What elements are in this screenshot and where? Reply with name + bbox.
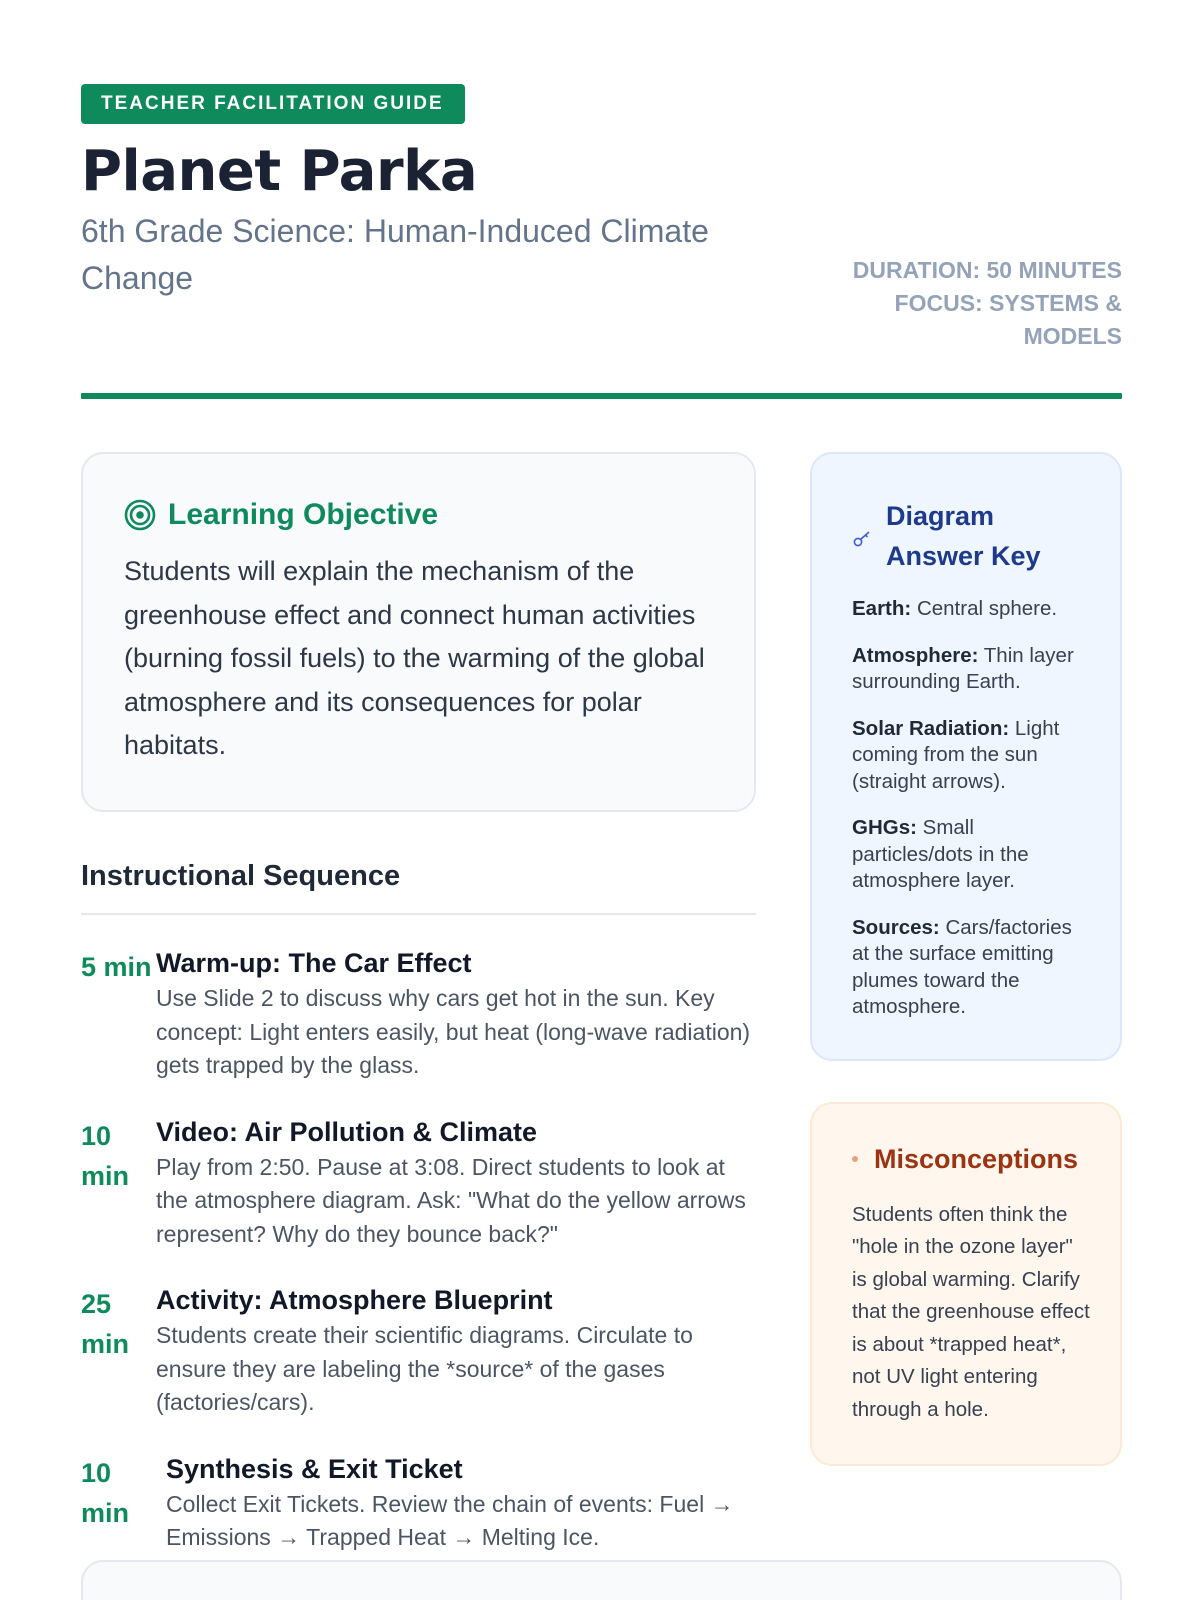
key-desc: Central sphere. [916,597,1058,620]
key-desc: Thin layer surrounding Earth. [852,643,1074,693]
sequence-title: Instructional Sequence [81,860,401,892]
step-duration: 10 min [81,1120,130,1191]
page-subtitle: 6th Grade Science: Human-Induced Climate Change [81,213,709,296]
answer-key-card [810,452,1122,1061]
sequence-list [81,947,756,1555]
target-icon [124,499,156,531]
header-row [81,139,1122,353]
key-term: Sources: [852,915,940,939]
next-section-card [81,1560,1122,1600]
misconceptions-card [810,1102,1122,1467]
step-duration: 5 min [81,952,152,982]
facilitation-guide [81,84,1122,1555]
step-content [156,1116,756,1252]
answer-key-list [852,596,1090,1021]
step-content [166,1453,756,1555]
focus-text: FOCUS: SYSTEMS & MODELS [894,290,1122,349]
step-duration: 25 min [81,1289,130,1359]
objective-text: Students will explain the mechanism of the greenhouse effect and connect human activities (burning fossil fuels) to the warming of the global atmosphere and its consequences for polar habitats. [124,556,705,760]
step-duration: 10 min [81,1457,130,1528]
step-title: Synthesis & Exit Ticket [166,1453,463,1484]
sequence-step [81,947,756,1083]
key-icon [852,529,872,549]
step-description: Collect Exit Tickets. Review the chain of events: Fuel → Emissions → Trapped Heat → Melting Ice. [166,1490,734,1550]
header-divider [81,393,1122,399]
step-description: Use Slide 2 to discuss why cars get hot in the sun. Key concept: Light enters easily, but heat (long-wave radiation) gets trapped by the glass. [156,985,751,1078]
step-title: Warm-up: The Car Effect [156,948,472,978]
answer-key-item [852,643,1090,696]
duration-text: DURATION: 50 MINUTES [852,257,1122,283]
misconceptions-text: Students often think the "hole in the ozone layer" is global warming. Clarify that the greenhouse effect is about *trapped heat*, not UV light entering through a hole. [852,1202,1090,1421]
key-term: Atmosphere: [852,643,979,667]
page-title: Planet Parka [81,139,478,204]
side-column [810,452,1122,1555]
sequence-divider [81,913,756,915]
key-desc: Light coming from the sun (straight arrows). [852,716,1060,793]
learning-objective-card [81,452,756,812]
step-title: Activity: Atmosphere Blueprint [156,1285,553,1315]
answer-key-title: Diagram Answer Key [886,501,1041,571]
main-column [81,452,756,1555]
step-content [156,1284,756,1420]
sequence-step [81,1284,756,1420]
step-content [156,947,756,1083]
step-title: Video: Air Pollution & Climate [156,1116,538,1147]
key-desc: Cars/factories at the surface emitting plumes toward the atmosphere. [852,915,1072,1018]
objective-header [124,498,714,532]
key-desc: Small particles/dots in the atmosphere layer. [852,816,1029,892]
answer-key-header [852,496,1090,576]
sequence-step [81,1453,756,1555]
misconceptions-header [852,1144,1090,1175]
guide-badge: TEACHER FACILITATION GUIDE [81,84,465,124]
step-description: Play from 2:50. Pause at 3:08. Direct students to look at the atmosphere diagram. Ask: "What do the yellow arrows represent? Why do they bounce back?" [156,1153,746,1247]
content-columns [81,452,1122,1555]
key-term: GHGs: [852,816,917,839]
lesson-meta [822,254,1122,353]
step-description: Students create their scientific diagrams. Circulate to ensure they are labeling the *source* of the gases (factories/cars). [156,1322,693,1415]
answer-key-item [852,596,1090,623]
sequence-step [81,1116,756,1252]
key-term: Earth: [852,597,912,620]
key-term: Solar Radiation: [852,716,1010,740]
answer-key-item [852,915,1090,1021]
answer-key-item [852,716,1090,796]
title-block [81,139,801,302]
objective-title: Learning Objective [168,498,439,531]
misconceptions-title: Misconceptions [874,1143,1079,1174]
answer-key-item [852,815,1090,895]
bullet-icon [852,1156,858,1162]
